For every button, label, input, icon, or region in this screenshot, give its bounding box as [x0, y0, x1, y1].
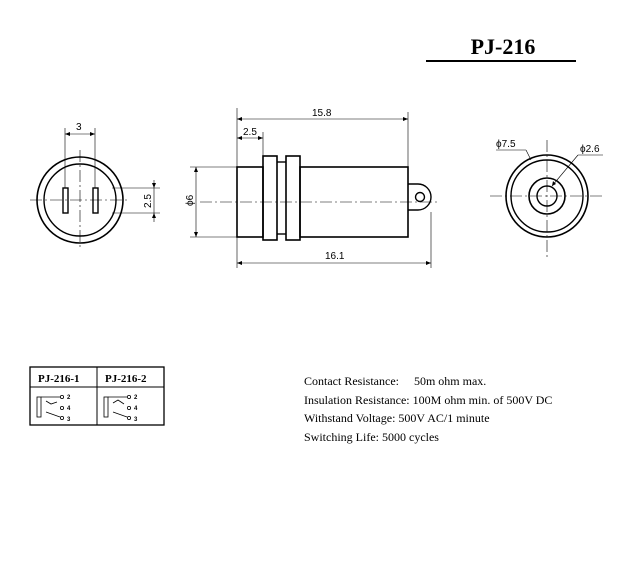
- spec-contact-resistance: Contact Resistance: 50m ohm max.: [304, 374, 487, 388]
- page-title: PJ-216: [470, 34, 536, 59]
- variant-schematic-1: [37, 395, 64, 419]
- variant-label-1: PJ-216-1: [38, 373, 80, 385]
- side-flange-1: [263, 156, 277, 240]
- spec-insulation-resistance: Insulation Resistance: 100M ohm min. of 500V DC: [304, 392, 553, 407]
- dim-pin-spacing: 3: [76, 122, 82, 133]
- side-flange-2: [286, 156, 300, 240]
- dim-outer-diameter: ϕ7.5: [496, 139, 516, 150]
- variant-1-pin-b: 4: [67, 406, 71, 412]
- variant-2-pin-a: 2: [134, 395, 138, 401]
- specifications: [304, 372, 552, 446]
- variant-2-pin-b: 4: [134, 406, 138, 412]
- dim-total-length: 16.1: [325, 251, 345, 262]
- dim-collar: 2.5: [243, 127, 257, 138]
- variant-1-pin-c: 3: [67, 417, 71, 423]
- dim-diameter: ϕ6: [185, 194, 196, 206]
- side-lug: [408, 184, 431, 210]
- front-pin-left: [63, 188, 68, 213]
- end-view: [490, 140, 604, 258]
- dim-body-length: 15.8: [312, 108, 332, 119]
- variant-label-2: PJ-216-2: [105, 373, 147, 385]
- front-pin-right: [93, 188, 98, 213]
- variant-schematic-2: [104, 395, 131, 419]
- variant-2-pin-c: 3: [134, 417, 138, 423]
- side-view: [190, 108, 440, 268]
- title-underline: [426, 60, 576, 62]
- spec-switching-life: Switching Life: 5000 cycles: [304, 429, 439, 444]
- front-view: [30, 128, 160, 250]
- variant-1-pin-a: 2: [67, 395, 71, 401]
- spec-withstand-voltage: Withstand Voltage: 500V AC/1 minute: [304, 411, 490, 426]
- dim-pin-width: 2.5: [143, 194, 154, 208]
- dim-inner-diameter: ϕ2.6: [580, 144, 600, 155]
